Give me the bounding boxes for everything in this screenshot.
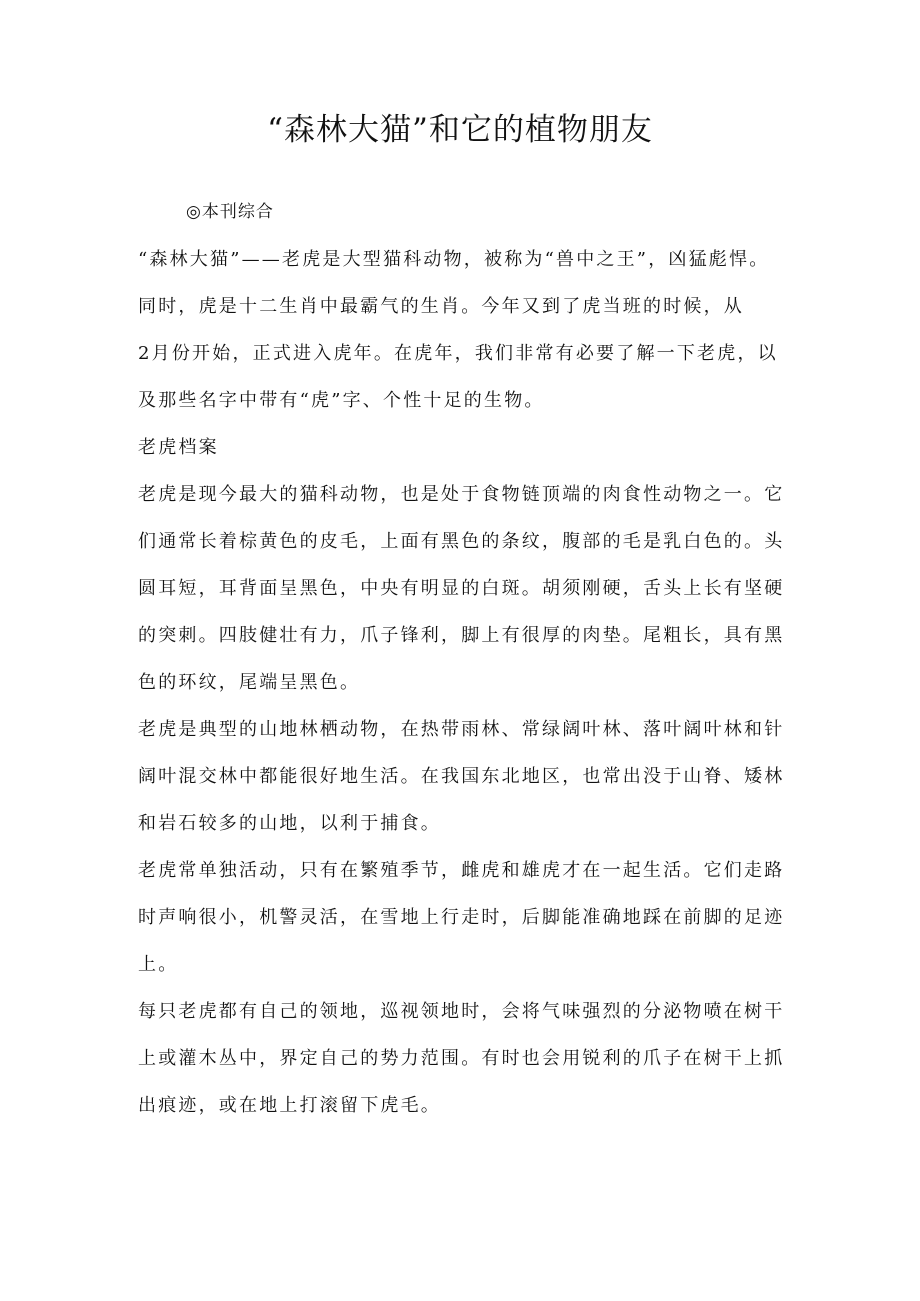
text-line: 色的环纹，尾端呈黑色。 [138,672,361,693]
article-body [138,236,818,1129]
text-line: 圆耳短，耳背面呈黑色，中央有明显的白斑。胡须刚硬，舌头上长有坚硬 [138,578,785,599]
text-line: 和岩石较多的山地，以利于捕食。 [138,813,441,834]
text-line: 及那些名字中带有“虎”字、个性十足的生物。 [138,390,545,411]
text-line: 老虎是典型的山地林栖动物，在热带雨林、常绿阔叶林、落叶阔叶林和针 [138,719,785,740]
source-credit: ◎本刊综合 [186,202,274,222]
text-line: 老虎常单独活动，只有在繁殖季节，雌虎和雄虎才在一起生活。它们走路 [138,860,785,881]
text-line: 时声响很小，机警灵活，在雪地上行走时，后脚能准确地踩在前脚的足迹 [138,907,785,928]
text-line: 阔叶混交林中都能很好地生活。在我国东北地区，也常出没于山脊、矮林 [138,766,785,787]
document-title: “森林大猫”和它的植物朋友 [267,112,653,148]
text-line: “森林大猫”——老虎是大型猫科动物，被称为“兽中之王”，凶猛彪悍。 [138,249,770,270]
text-line: 老虎是现今最大的猫科动物，也是处于食物链顶端的肉食性动物之一。它 [138,484,785,505]
text-line: 的突刺。四肢健壮有力，爪子锋利，脚上有很厚的肉垫。尾粗长，具有黑 [138,625,785,646]
text-line: 上。 [138,954,179,975]
section-heading: 老虎档案 [138,437,219,458]
text-line: 每只老虎都有自己的领地，巡视领地时，会将气味强烈的分泌物喷在树干 [138,1001,785,1022]
text-line: 上或灌木丛中，界定自己的势力范围。有时也会用锐利的爪子在树干上抓 [138,1048,785,1069]
text-line: 出痕迹，或在地上打滚留下虎毛。 [138,1095,441,1116]
text-line: 们通常长着棕黄色的皮毛，上面有黑色的条纹，腹部的毛是乳白色的。头 [138,531,785,552]
text-line: 2月份开始，正式进入虎年。在虎年，我们非常有必要了解一下老虎，以 [138,343,778,364]
text-line: 同时，虎是十二生肖中最霸气的生肖。今年又到了虎当班的时候，从 [138,296,744,317]
